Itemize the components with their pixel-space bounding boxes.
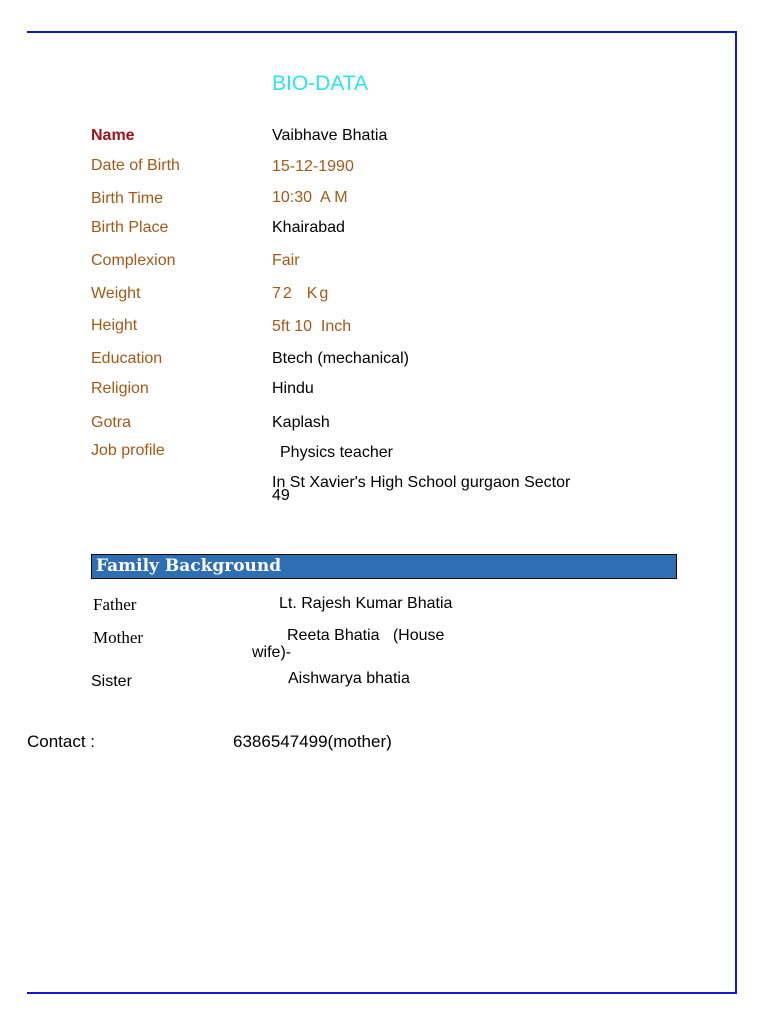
weight-label: Weight xyxy=(91,285,141,302)
complexion-value: Fair xyxy=(272,252,300,269)
birth-time-label: Birth Time xyxy=(91,190,164,207)
name-value: Vaibhave Bhatia xyxy=(272,127,388,144)
religion-value: Hindu xyxy=(272,380,314,397)
height-value: 5ft 10 Inch xyxy=(272,318,352,335)
job-detail-line-1: In St Xavier's High School gurgaon Sector xyxy=(272,474,571,491)
page-border-right xyxy=(735,31,737,994)
job-profile-label: Job profile xyxy=(91,442,165,459)
height-label: Height xyxy=(91,317,138,334)
education-label: Education xyxy=(91,350,163,367)
contact-value: 6386547499(mother) xyxy=(233,732,392,751)
job-profile-value: Physics teacher xyxy=(280,444,393,461)
birth-time-value: 10:30 A M xyxy=(272,189,348,206)
gotra-value: Kaplash xyxy=(272,414,330,431)
page-border-bottom xyxy=(27,992,737,994)
family-background-title: Family Background xyxy=(96,556,282,576)
sister-value: Aishwarya bhatia xyxy=(288,670,410,687)
mother-label: Mother xyxy=(93,628,144,647)
gotra-label: Gotra xyxy=(91,414,132,431)
dob-label: Date of Birth xyxy=(91,157,180,174)
contact-label: Contact : xyxy=(27,732,96,751)
birth-place-value: Khairabad xyxy=(272,219,345,236)
page-border-top xyxy=(27,31,737,33)
education-value: Btech (mechanical) xyxy=(272,350,409,367)
job-detail-line-2: 49 xyxy=(272,487,290,504)
father-value: Lt. Rajesh Kumar Bhatia xyxy=(279,595,453,612)
page-title: BIO-DATA xyxy=(272,72,369,95)
religion-label: Religion xyxy=(91,380,149,397)
weight-value: 72 Kg xyxy=(272,285,331,302)
mother-value-line-2: wife)- xyxy=(252,644,292,661)
complexion-label: Complexion xyxy=(91,252,176,269)
father-label: Father xyxy=(93,595,137,614)
name-label: Name xyxy=(91,127,135,144)
dob-value: 15-12-1990 xyxy=(272,158,354,175)
birth-place-label: Birth Place xyxy=(91,219,169,236)
family-background-header xyxy=(91,554,677,579)
sister-label: Sister xyxy=(91,673,132,690)
mother-value-line-1: Reeta Bhatia (House xyxy=(287,627,445,644)
